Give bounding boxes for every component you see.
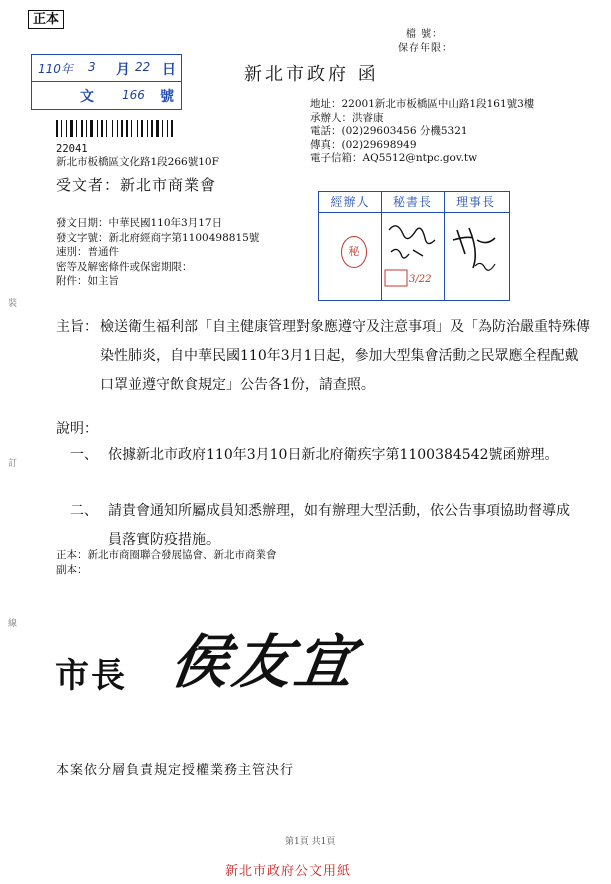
received-stamp	[31, 54, 182, 110]
routing-header-chairman: 理事長	[455, 195, 495, 209]
subject-text: 檢送衛生福利部「自主健康管理對象應遵守及注意事項」及「為防治嚴重特殊傳染性肺炎，自中華民國110年3月1日起，參加大型集會活動之民眾應全程配戴口罩並遵守飲食規定」公告各1份，請查照。	[100, 319, 590, 393]
red-seal-text: 秘	[348, 245, 360, 258]
margin-mark-bind: 裝	[8, 299, 18, 309]
contact-block	[310, 98, 534, 166]
contact-email: 電子信箱：AQ5512@ntpc.gov.tw	[310, 152, 478, 164]
security-class: 密等及解密條件或保密期限：	[56, 260, 193, 273]
routing-header-handler: 經辦人	[330, 195, 370, 209]
copies-block	[56, 548, 277, 577]
issue-date: 發文日期：中華民國110年3月17日	[56, 217, 223, 229]
stamp-doc-label: 文	[80, 89, 94, 105]
red-seal	[341, 236, 367, 268]
postal-zip: 22041	[56, 143, 88, 155]
mayor-title: 市長	[55, 656, 127, 696]
contact-handler: 承辦人：洪睿康	[310, 111, 384, 124]
postal-address: 新北市板橋區文化路1段266號10F	[56, 156, 219, 168]
stamp-month: 3	[88, 60, 96, 74]
contact-phone: 電話：(02)29603456 分機5321	[310, 125, 468, 137]
contact-address: 地址：22001新北市板橋區中山路1段161號3樓	[310, 98, 535, 110]
speed-class: 速別：普通件	[56, 246, 119, 258]
margin-mark-line: 線	[8, 619, 18, 629]
postal-block	[56, 143, 219, 169]
stamp-doc-number: 166	[122, 88, 145, 102]
subject-section	[56, 313, 590, 413]
description-item-number: 一、	[70, 447, 98, 463]
document-meta	[56, 216, 259, 289]
chairman-signature	[447, 220, 505, 280]
barcode-image	[56, 120, 178, 137]
stationery-footer: 新北市政府公文用紙	[225, 864, 352, 879]
original-recipients: 正本：新北市商圈聯合發展協會、新北市商業會	[56, 549, 277, 561]
retention-label: 保存年限：	[398, 43, 453, 54]
routing-stamp	[318, 191, 510, 301]
issue-number: 發文字號：新北府經商字第1100498815號	[56, 231, 260, 244]
recipient: 受文者：新北市商業會	[56, 176, 217, 194]
delegation-note: 本案依分層負責規定授權業務主管決行	[56, 763, 295, 778]
handwritten-date: 3/22	[409, 274, 432, 285]
copy-type-badge: 正本	[28, 10, 64, 29]
description-item	[62, 497, 572, 555]
handler-signature	[383, 216, 441, 298]
stamp-doc-unit: 號	[160, 89, 174, 105]
description-item-text: 請貴會通知所屬成員知悉辦理，如有辦理大型活動，依公告事項協助督導成員落實防疫措施。	[108, 503, 570, 548]
margin-mark-staple: 訂	[8, 459, 18, 469]
duplicate-recipients: 副本：	[56, 563, 88, 576]
stamp-year: 110年	[38, 62, 73, 76]
routing-header-secretary: 秘書長	[392, 195, 432, 209]
file-number-block	[398, 28, 453, 56]
stamp-day: 22	[135, 60, 151, 74]
attachment: 附件：如主旨	[56, 275, 119, 287]
description-item-text: 依據新北市政府110年3月10日新北府衛疾字第1100384542號函辦理。	[108, 447, 559, 463]
file-number-label: 檔 號：	[406, 29, 444, 40]
description-item-number: 二、	[70, 503, 98, 519]
description-item	[62, 441, 572, 499]
mayor-signature: 侯友宜	[166, 628, 363, 696]
stamp-month-unit: 月	[116, 62, 130, 78]
document-title: 新北市政府 函	[244, 64, 379, 85]
page-number: 第1頁 共1頁	[285, 837, 336, 847]
contact-fax: 傳真：(02)29698949	[310, 138, 417, 151]
subject-label: 主旨：	[56, 319, 98, 335]
stamp-day-unit: 日	[162, 62, 176, 78]
description-label: 說明：	[56, 421, 98, 437]
